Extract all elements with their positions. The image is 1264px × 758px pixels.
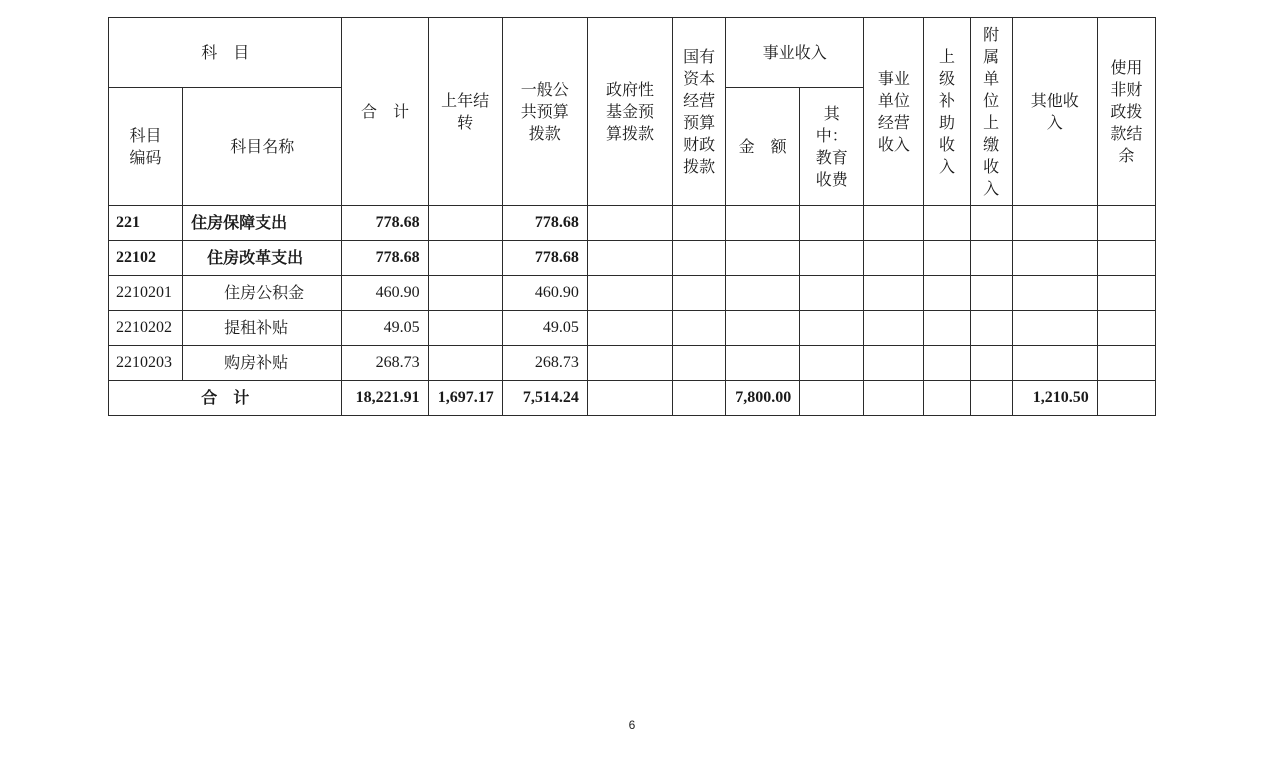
totals-state-capital — [673, 381, 726, 416]
row-empty-cell — [726, 241, 800, 276]
row-empty-cell — [726, 206, 800, 241]
row-code: 221 — [109, 206, 183, 241]
row-empty-cell — [726, 346, 800, 381]
row-empty-cell — [970, 241, 1012, 276]
row-empty-cell — [1012, 206, 1097, 241]
totals-gov-fund — [587, 381, 672, 416]
row-name: 住房改革支出 — [183, 241, 342, 276]
row-code: 22102 — [109, 241, 183, 276]
row-carryover — [428, 311, 502, 346]
row-empty-cell — [924, 206, 970, 241]
totals-total: 18,221.91 — [342, 381, 428, 416]
row-empty-cell — [924, 241, 970, 276]
row-empty-cell — [924, 311, 970, 346]
totals-superior — [924, 381, 970, 416]
table-row — [109, 276, 1156, 311]
row-empty-cell — [726, 276, 800, 311]
header-code: 科目 编码 — [109, 88, 183, 206]
row-empty-cell — [726, 311, 800, 346]
totals-carryover: 1,697.17 — [428, 381, 502, 416]
row-empty-cell — [1097, 311, 1155, 346]
row-carryover — [428, 276, 502, 311]
row-empty-cell — [673, 206, 726, 241]
row-general: 778.68 — [502, 241, 587, 276]
header-affiliate-income: 附 属 单 位 上 缴 收 入 — [970, 18, 1012, 206]
row-name: 住房公积金 — [183, 276, 342, 311]
totals-row — [109, 381, 1156, 416]
row-total: 778.68 — [342, 241, 428, 276]
row-empty-cell — [970, 346, 1012, 381]
header-name: 科目名称 — [183, 88, 342, 206]
header-other-income: 其他收 入 — [1012, 18, 1097, 206]
totals-shiye-edu — [800, 381, 864, 416]
page-number: 6 — [628, 718, 636, 732]
table-row — [109, 206, 1156, 241]
row-empty-cell — [1012, 241, 1097, 276]
totals-label: 合 计 — [109, 381, 342, 416]
row-empty-cell — [1097, 346, 1155, 381]
header-shiye-edu-fee: 其 中： 教育 收费 — [800, 88, 864, 206]
row-empty-cell — [800, 241, 864, 276]
row-empty-cell — [673, 346, 726, 381]
header-carryover: 上年结 转 — [428, 18, 502, 206]
row-total: 49.05 — [342, 311, 428, 346]
row-empty-cell — [864, 346, 924, 381]
row-empty-cell — [587, 346, 672, 381]
row-empty-cell — [1012, 276, 1097, 311]
row-code: 2210203 — [109, 346, 183, 381]
row-general: 460.90 — [502, 276, 587, 311]
table-row — [109, 346, 1156, 381]
row-empty-cell — [587, 206, 672, 241]
row-empty-cell — [1097, 276, 1155, 311]
row-empty-cell — [864, 276, 924, 311]
header-shiye-amount: 金 额 — [726, 88, 800, 206]
totals-other: 1,210.50 — [1012, 381, 1097, 416]
row-empty-cell — [1012, 311, 1097, 346]
table-row — [109, 311, 1156, 346]
table-row — [109, 241, 1156, 276]
row-empty-cell — [924, 276, 970, 311]
row-empty-cell — [673, 311, 726, 346]
header-kemu: 科 目 — [109, 18, 342, 88]
row-empty-cell — [970, 311, 1012, 346]
row-empty-cell — [800, 276, 864, 311]
header-operating-income: 事业 单位 经营 收入 — [864, 18, 924, 206]
header-state-capital: 国有 资本 经营 预算 财政 拨款 — [673, 18, 726, 206]
totals-operating — [864, 381, 924, 416]
totals-shiye-amount: 7,800.00 — [726, 381, 800, 416]
row-name: 购房补贴 — [183, 346, 342, 381]
totals-nonfiscal — [1097, 381, 1155, 416]
header-gov-fund: 政府性 基金预 算拨款 — [587, 18, 672, 206]
totals-general: 7,514.24 — [502, 381, 587, 416]
row-code: 2210202 — [109, 311, 183, 346]
row-empty-cell — [800, 206, 864, 241]
row-empty-cell — [864, 206, 924, 241]
row-carryover — [428, 241, 502, 276]
header-row-1 — [109, 18, 1156, 88]
row-empty-cell — [800, 311, 864, 346]
header-superior-subsidy: 上 级 补 助 收 入 — [924, 18, 970, 206]
row-total: 460.90 — [342, 276, 428, 311]
row-total: 778.68 — [342, 206, 428, 241]
header-nonfiscal-balance: 使用 非财 政拨 款结 余 — [1097, 18, 1155, 206]
header-shiye-income: 事业收入 — [726, 18, 864, 88]
row-empty-cell — [800, 346, 864, 381]
totals-affiliate — [970, 381, 1012, 416]
row-empty-cell — [587, 241, 672, 276]
row-empty-cell — [1012, 346, 1097, 381]
row-name: 提租补贴 — [183, 311, 342, 346]
row-empty-cell — [970, 206, 1012, 241]
row-empty-cell — [864, 241, 924, 276]
row-empty-cell — [970, 276, 1012, 311]
row-code: 2210201 — [109, 276, 183, 311]
row-total: 268.73 — [342, 346, 428, 381]
row-empty-cell — [1097, 241, 1155, 276]
header-total: 合 计 — [342, 18, 428, 206]
row-empty-cell — [673, 241, 726, 276]
row-general: 268.73 — [502, 346, 587, 381]
row-empty-cell — [1097, 206, 1155, 241]
budget-table — [108, 17, 1156, 416]
row-carryover — [428, 206, 502, 241]
row-empty-cell — [924, 346, 970, 381]
row-empty-cell — [587, 311, 672, 346]
row-empty-cell — [587, 276, 672, 311]
row-name: 住房保障支出 — [183, 206, 342, 241]
row-carryover — [428, 346, 502, 381]
row-general: 49.05 — [502, 311, 587, 346]
row-general: 778.68 — [502, 206, 587, 241]
row-empty-cell — [673, 276, 726, 311]
row-empty-cell — [864, 311, 924, 346]
header-general-budget: 一般公 共预算 拨款 — [502, 18, 587, 206]
